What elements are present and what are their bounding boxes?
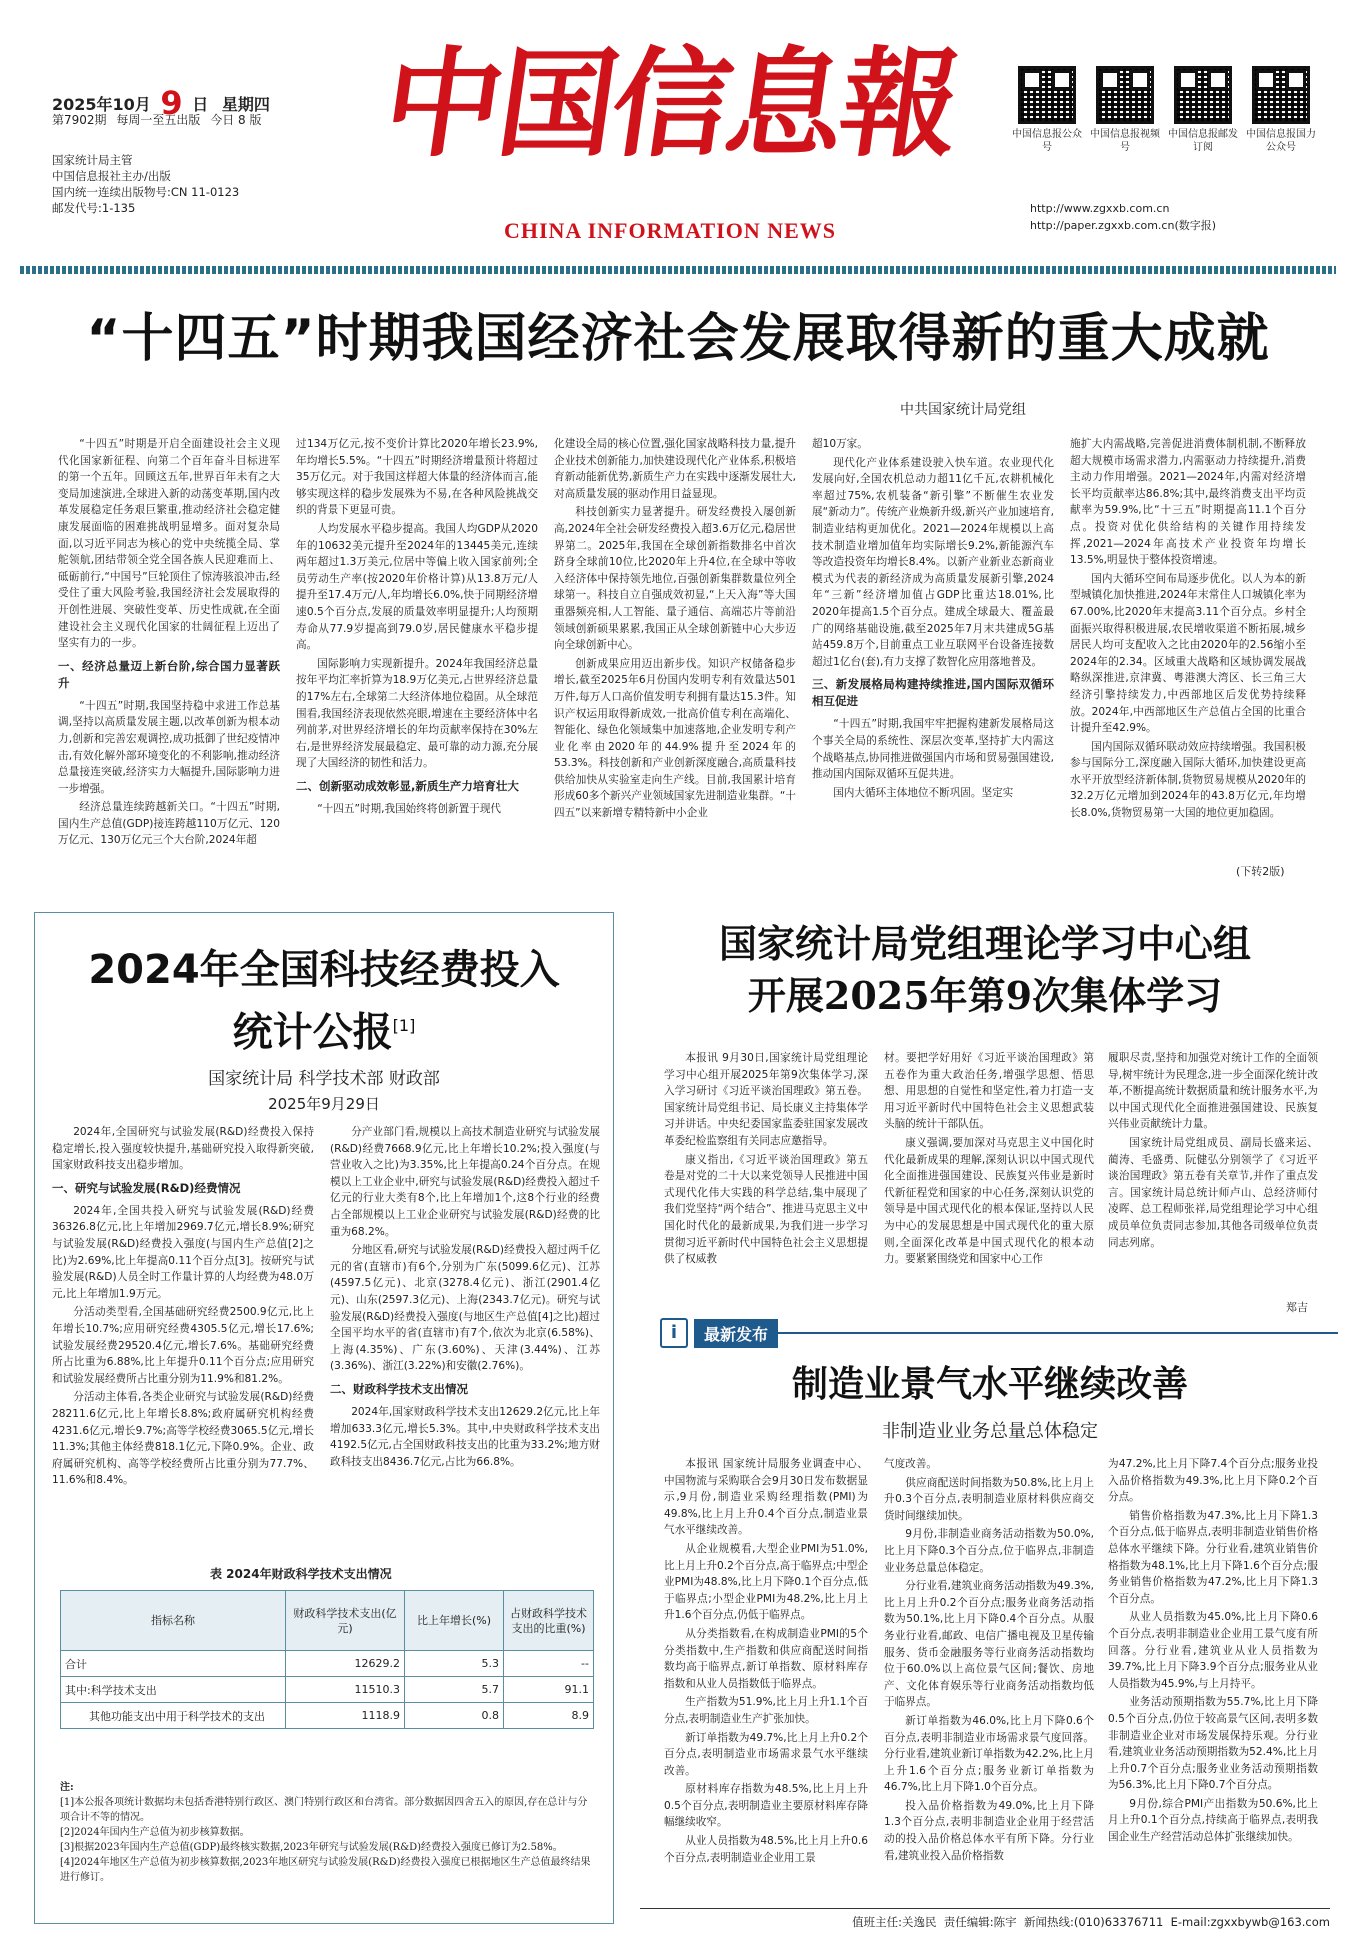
mfg-column-3 bbox=[1108, 1456, 1318, 1898]
paragraph: 2024年,国家财政科学技术支出12629.2亿元,比上年增加633.3亿元,增长5.3%。其中,中央财政科学技术支出4192.5亿元,占全国财政科技支出的比重为33.2%;地方财政科技支出8436.7亿元,占比为66.8%。 bbox=[330, 1405, 600, 1468]
section-heading: 一、经济总量迈上新台阶,综合国力显著跃升 bbox=[58, 658, 280, 690]
paragraph: 从企业规模看,大型企业PMI为51.0%,比上月上升0.2个百分点,高于临界点;中型企业PMI为48.8%,比上月下降0.1个百分点,低于临界点;小型企业PMI为48.2%,比上月上升1.6个百分点,仍低于临界点。 bbox=[664, 1542, 868, 1622]
paragraph: 9月份,非制造业商务活动指数为50.0%,比上月下降0.3个百分点,位于临界点,非制造业业务总量总体稳定。 bbox=[884, 1528, 1094, 1574]
paragraph: 2024年,全国研究与试验发展(R&D)经费投入保持稳定增长,投入强度较快提升,基础研究投入取得新突破,国家财政科技支出稳步增加。 bbox=[52, 1126, 314, 1172]
study-headline bbox=[640, 918, 1330, 1022]
weekday: 星期四 bbox=[221, 95, 270, 114]
study-headline-line-2: 开展2025年第9次集体学习 bbox=[747, 973, 1223, 1018]
paragraph: 本报讯 国家统计局服务业调查中心、中国物流与采购联合会9月30日发布数据显示,9月份,制造业采购经理指数(PMI)为49.8%,比上月上升0.4个百分点,制造业景气水平继续改善。 bbox=[664, 1458, 868, 1537]
mfg-column-2 bbox=[884, 1456, 1094, 1898]
qr-label: 中国信息报邮发订阅 bbox=[1168, 129, 1238, 153]
table-cell: -- bbox=[504, 1651, 594, 1677]
paragraph: 康义指出,《习近平谈治国理政》第五卷是对党的二十大以来党领导人民推进中国式现代化伟大实践的科学总结,集中展现了我们党坚持“两个结合”、推进马克思主义中国化时代化的最新成果,为我们进一步学习贯彻习近平新时代中国特色社会主义思想提供了权威教 bbox=[664, 1153, 868, 1266]
science-issuers: 国家统计局 科学技术部 财政部 bbox=[208, 1069, 440, 1089]
table-cell: 其他功能支出中用于科学技术的支出 bbox=[61, 1703, 286, 1729]
paragraph: 9月份,综合PMI产出指数为50.6%,比上月上升0.1个百分点,持续高于临界点,表明我国企业生产经营活动总体扩张继续加快。 bbox=[1108, 1797, 1318, 1844]
paragraph: 新订单指数为49.7%,比上月上升0.2个百分点,表明制造业市场需求景气水平继续改善。 bbox=[664, 1731, 868, 1777]
qr-item[interactable] bbox=[1012, 66, 1082, 154]
table-header-row bbox=[61, 1591, 594, 1651]
table-cell: 11510.3 bbox=[286, 1677, 405, 1703]
qr-group bbox=[1012, 66, 1322, 186]
website-url[interactable]: http://www.zgxxb.com.cn bbox=[1030, 202, 1170, 215]
qr-code-icon bbox=[1174, 66, 1232, 124]
paragraph: 气度改善。 bbox=[884, 1458, 937, 1470]
paragraph: 过134万亿元,按不变价计算比2020年增长23.9%,年均增长5.5%。“十四五”时期经济增量预计将超过35万亿元。对于我国这样超大体量的经济体而言,能够实现这样的稳步发展殊为不易,在各种风险挑战交织的背景下更显可贵。 bbox=[296, 438, 538, 517]
paragraph: 国家统计局党组成员、副局长盛来运、蔺涛、毛盛勇、阮健弘分别领学了《习近平谈治国理政》第五卷有关章节,并作了重点发言。国家统计局总统计师卢山、总经济师付凌晖、总工程师张祥,局党组理论学习中心组成员单位负责同志参加,其他各司级单位负责同志列席。 bbox=[1108, 1136, 1318, 1249]
science-headline-line-1: 2024年全国科技经费投入 bbox=[88, 947, 560, 993]
paragraph: 材。要把学好用好《习近平谈治国理政》第五卷作为重大政治任务,增强学思想、悟思想、用思想的自觉性和坚定性,着力打造一支用习近平新时代中国特色社会主义思想武装头脑的统计干部队伍。 bbox=[884, 1052, 1094, 1131]
paragraph: 投入品价格指数为49.0%,比上月下降1.3个百分点,表明非制造业企业用于经营活动的投入品价格总体水平有所下降。分行业看,建筑业投入品价格指数 bbox=[884, 1799, 1094, 1862]
paragraph: 分产业部门看,规模以上高技术制造业研究与试验发展(R&D)经费7668.9亿元,比上年增长10.2%;投入强度(与营业收入之比)为3.35%,比上年提高0.24个百分点。在规模以上工业企业中,研究与试验发展(R&D)经费投入超过千亿元的行业大类有8个,比上年增加1个,这8个行业的经费占全部规模以上工业企业研究与试验发展(R&D)经费的比重为68.2%。 bbox=[330, 1126, 600, 1238]
paragraph: 国内大循环空间布局逐步优化。以人为本的新型城镇化加快推进,2024年末常住人口城镇化率为67.00%,比2020年末提高3.11个百分点。乡村全面振兴取得积极进展,农民增收渠道不断拓展,城乡居民人均可支配收入之比由2020年的2.56缩小至2024年的2.34。区域重大战略和区域协调发展战略纵深推进,京津冀、粤港澳大湾区、长三角三大经济引擎持续发力,中西部地区后发优势持续释放。2024年,中西部地区生产总值占全国的比重合计提升至42.9%。 bbox=[1070, 572, 1306, 735]
science-date: 2025年9月29日 bbox=[268, 1095, 380, 1113]
paragraph: 2024年,全国共投入研究与试验发展(R&D)经费36326.8亿元,比上年增加2969.7亿元,增长8.9%;研究与试验发展(R&D)经费投入强度(与国内生产总值[2]之比)为2.69%,比上年提高0.11个百分点[3]。按研究与试验发展(R&D)人员全时工作量计算的人均经费为48.0万元,比上年增加1.9万元。 bbox=[52, 1204, 314, 1300]
day-char: 日 bbox=[192, 95, 209, 114]
paragraph: 康义强调,要加深对马克思主义中国化时代化最新成果的理解,深刻认识以中国式现代化全面推进强国建设、民族复兴伟业是新时代新征程党和国家的中心任务,深刻认识党的领导是中国式现代化的根本保证,坚持以人民为中心的发展思想是中国式现代化的重大原则,全面深化改革是中国式现代化的根本动力。要紧紧围绕党和国家中心工作 bbox=[884, 1136, 1094, 1266]
website-links bbox=[1030, 200, 1216, 234]
lead-byline: 中共国家统计局党组 bbox=[900, 402, 1026, 418]
paragraph: 生产指数为51.9%,比上月上升1.1个百分点,表明制造业生产扩张加快。 bbox=[664, 1696, 868, 1725]
issue-number: 第7902期 bbox=[52, 113, 107, 127]
paragraph: 分行业看,建筑业商务活动指数为49.3%,比上月上升0.2个百分点;服务业商务活动指数为50.1%,比上月下降0.4个百分点。从服务业行业看,邮政、电信广播电视及卫星传输服务、货币金融服务等行业商务活动指数均位于60.0%以上高位景气区间;餐饮、房地产、文化体育娱乐等行业商务活动指数均低于临界点。 bbox=[884, 1580, 1094, 1709]
science-column-2 bbox=[330, 1124, 600, 1528]
qr-code-icon bbox=[1096, 66, 1154, 124]
paragraph: 业务活动预期指数为55.7%,比上月下降0.5个百分点,仍位于较高景气区间,表明多数非制造业企业对市场发展保持乐观。分行业看,建筑业业务活动预期指数为52.4%,比上月上升0.7个百分点;服务业业务活动预期指数为56.3%,比上月下降0.7个百分点。 bbox=[1108, 1696, 1318, 1792]
paragraph: 本报讯 9月30日,国家统计局党组理论学习中心组开展2025年第9次集体学习,深入学习研讨《习近平谈治国理政》第五卷。国家统计局党组书记、局长康义主持集体学习并讲话。中央纪委国家监委驻国家发展改革委纪检监察组有关同志应邀指导。 bbox=[664, 1052, 868, 1147]
paragraph: 履职尽责,坚持和加强党对统计工作的全面领导,树牢统计为民理念,进一步全面深化统计改革,不断提高统计数据质量和统计服务水平,为以中国式现代化全面推进强国建设、民族复兴伟业贡献统计力量。 bbox=[1108, 1052, 1318, 1131]
newspaper-title-en: CHINA INFORMATION NEWS bbox=[503, 218, 837, 243]
paragraph: 人均发展水平稳步提高。我国人均GDP从2020年的10632美元提升至2024年的13445美元,连续两年超过1.3万美元,位居中等偏上收入国家前列;全员劳动生产率(按2020年价格计算)从13.8万元/人提升至17.4万元/人,年均增长6.0%,快于同期经济增速0.5个百分点,发展的质量效率明显提升;人均预期寿命从77.9岁提高到79.0岁,居民健康水平稳步提高。 bbox=[296, 522, 538, 652]
note-item: [4]2024年地区生产总值为初步核算数据,2023年地区研究与试验发展(R&D)经费投入强度已根据地区生产总值最终结果进行修订。 bbox=[60, 1857, 591, 1883]
science-headline-line-2 bbox=[40, 998, 608, 1060]
section-heading: 二、财政科学技术支出情况 bbox=[330, 1381, 468, 1396]
digital-edition-url[interactable]: http://paper.zgxxb.com.cn(数字报) bbox=[1030, 219, 1217, 232]
paragraph: 供应商配送时间指数为50.8%,比上月上升0.3个百分点,表明制造业原材料供应商交货时间继续加快。 bbox=[884, 1476, 1094, 1522]
qr-code-icon bbox=[1252, 66, 1310, 124]
badge-label: 最新发布 bbox=[694, 1319, 778, 1348]
newspaper-title: 中国信息報 bbox=[375, 34, 965, 173]
publisher-line: 国内统一连续出版物号:CN 11-0123 bbox=[52, 185, 240, 199]
qr-label: 中国信息报公众号 bbox=[1012, 129, 1082, 153]
finance-table bbox=[60, 1590, 594, 1729]
table-cell: 5.7 bbox=[405, 1677, 504, 1703]
table-cell: 5.3 bbox=[405, 1651, 504, 1677]
info-icon: i bbox=[660, 1318, 688, 1348]
paragraph: 国内大循环主体地位不断巩固。坚定实 bbox=[833, 786, 1014, 799]
lead-column-3 bbox=[554, 436, 796, 882]
notes-title: 注: bbox=[60, 1782, 74, 1793]
masthead bbox=[0, 0, 1356, 280]
lead-column-4 bbox=[812, 436, 1054, 882]
table-row bbox=[61, 1651, 594, 1677]
mfg-headline: 制造业景气水平继续改善 bbox=[791, 1363, 1188, 1405]
note-item: [3]根据2023年国内生产总值(GDP)最终核实数据,2023年研究与试验发展(R&D)经费投入强度已修订为2.58%。 bbox=[60, 1842, 563, 1853]
publisher-info bbox=[52, 152, 239, 216]
paragraph: 现代化产业体系建设驶入快车道。农业现代化发展向好,全国农机总动力超11亿千瓦,农耕机械化率超过75%,农机装备“新引擎”不断催生农业发展“新动力”。传统产业焕新升级,新兴产业加速培育,制造业结构更加优化。2021—2024年规模以上高技术制造业增加值年均实际增长9.2%,新能源汽车等改造投资年均增长8.4%。以新产业新业态新商业模式为代表的新经济成为高质量发展新引擎,2024年“三新”经济增加值占GDP比重达18.01%,比2020年提高1.5个百分点。建成全球最大、覆盖最广的网络基础设施,截至2025年7月末共建成5G基站459.8万个,目前重点工业互联网平台设备连接数超过1亿台(套),有力支撑了数智化应用落地普及。 bbox=[812, 456, 1054, 668]
table-row bbox=[61, 1703, 594, 1729]
paragraph: 创新成果应用迈出新步伐。知识产权储备稳步增长,截至2025年6月份国内发明专利有效量达501万件,每万人口高价值发明专利拥有量达15.3件。知识产权运用取得新成效,一批高价值专利在高端化、智能化、绿色化领域集中加速落地,企业发明专利产业化率由2020年的44.9%提升至2024年的53.3%。科技创新和产业创新深度融合,高质量科技供给加快从实验室走向生产线。目前,我国累计培育形成60多个新兴产业领域国家先进制造业集群。“十四五”以来新增专精特新中小企业 bbox=[554, 657, 796, 820]
footer-rule bbox=[640, 1908, 1330, 1909]
paragraph: 新订单指数为46.0%,比上月下降0.6个百分点,表明非制造业市场需求景气度回落。分行业看,建筑业新订单指数为42.2%,比上月上升1.6个百分点;服务业新订单指数为46.7%,比上月下降1.0个百分点。 bbox=[884, 1714, 1094, 1794]
paragraph: 从业人员指数为48.5%,比上月上升0.6个百分点,表明制造业企业用工景 bbox=[664, 1835, 868, 1864]
section-heading: 三、新发展格局构建持续推进,国内国际双循环相互促进 bbox=[812, 677, 1054, 709]
date-text: 2025年10月 bbox=[52, 95, 151, 114]
table-cell: 其中:科学技术支出 bbox=[61, 1677, 286, 1703]
study-column-3 bbox=[1108, 1050, 1318, 1298]
note-item: [2]2024年国内生产总值为初步核算数据。 bbox=[60, 1827, 250, 1838]
paragraph: 科技创新实力显著提升。研发经费投入屡创新高,2024年全社会研发经费投入超3.6万亿元,稳居世界第二。2025年,我国在全球创新指数排名中首次跻身全球前10位,比2020年上升4位,在全球中等收入经济体中保持领先地位,百强创新集群数量位列全球第一。科技自立自强成效初显,“上天入海”等大国重器频亮相,人工智能、量子通信、高端芯片等前沿领域创新硕果累累,我国正从全球创新链中心大步迈向全球创新中心。 bbox=[554, 506, 796, 652]
paragraph: 施扩大内需战略,完善促进消费体制机制,不断释放超大规模市场需求潜力,内需驱动力持续提升,消费主动力作用增强。2021—2024年,内需对经济增长平均贡献率达86.8%;其中,最终消费支出平均贡献率为59.9%,比“十三五”时期提高11.1个百分点。投资对优化供给结构的关键作用持续发挥,2021—2024年高技术产业投资年均增长13.5%,明显快于整体投资增速。 bbox=[1070, 438, 1306, 567]
science-headline bbox=[40, 942, 608, 1060]
table-cell: 12629.2 bbox=[286, 1651, 405, 1677]
paragraph: 为47.2%,比上月下降7.4个百分点;服务业投入品价格指数为49.3%,比上月下降0.2个百分点。 bbox=[1108, 1458, 1318, 1504]
mfg-column-1 bbox=[664, 1456, 868, 1898]
publisher-line: 邮发代号:1-135 bbox=[52, 201, 136, 215]
masthead-rule bbox=[20, 266, 1336, 274]
table-title: 表 2024年财政科学技术支出情况 bbox=[210, 1567, 392, 1581]
lead-headline: “十四五”时期我国经济社会发展取得新的重大成就 bbox=[86, 309, 1270, 369]
continued-marker[interactable]: (下转2版) bbox=[1236, 865, 1285, 878]
paragraph: 国内国际双循环联动效应持续增强。我国积极参与国际分工,深度融入国际大循环,加快建设更高水平开放型经济新体制,货物贸易规模从2020年的32.2万亿元增加到2024年的43.8万亿元,年均增长8.0%,货物贸易第一大国的地位更加稳固。 bbox=[1070, 740, 1306, 820]
paragraph: 化建设全局的核心位置,强化国家战略科技力量,提升企业技术创新能力,加快建设现代化产业体系,积极培育新动能新优势,新质生产力在实践中逐渐发展壮大,对高质量发展的驱动作用日益显现。 bbox=[554, 438, 796, 500]
lead-column-5 bbox=[1070, 436, 1306, 866]
paragraph: 经济总量连续跨越新关口。“十四五”时期,国内生产总值(GDP)接连跨越110万亿元、120万亿元、130万亿元三个大台阶,2024年超 bbox=[58, 801, 280, 847]
frequency: 每周一至五出版 bbox=[116, 113, 201, 127]
day-number: 9 bbox=[160, 84, 183, 122]
table-row bbox=[61, 1677, 594, 1703]
table-cell: 91.1 bbox=[504, 1677, 594, 1703]
table-cell: 8.9 bbox=[504, 1703, 594, 1729]
paragraph: “十四五”时期,我国牢牢把握构建新发展格局这个事关全局的系统性、深层次变革,坚持扩大内需这个战略基点,协同推进做强国内市场和贸易强国建设,推动国内国际双循环互促共进。 bbox=[812, 718, 1054, 781]
study-headline-line-1: 国家统计局党组理论学习中心组 bbox=[718, 921, 1251, 966]
paragraph: 原材料库存指数为48.5%,比上月上升0.5个百分点,表明制造业主要原材料库存降幅继续收窄。 bbox=[664, 1783, 868, 1829]
study-column-1 bbox=[664, 1050, 868, 1320]
paragraph: 超10万家。 bbox=[812, 438, 868, 450]
science-notes bbox=[60, 1780, 594, 1885]
page-count: 今日 8 版 bbox=[210, 113, 262, 127]
publisher-line: 国家统计局主管 bbox=[52, 153, 133, 167]
mfg-subhead: 非制造业业务总量总体稳定 bbox=[882, 1421, 1098, 1442]
footnote-mark[interactable]: [1] bbox=[392, 1016, 416, 1035]
paragraph: “十四五”时期,我国始终将创新置于现代 bbox=[317, 802, 502, 815]
paragraph: 分活动类型看,全国基础研究经费2500.9亿元,比上年增长10.7%;应用研究经费4305.5亿元,增长17.6%;试验发展经费29520.4亿元,增长7.6%。基础研究经费所占比重为6.88%,比上年提升0.11个百分点;应用研究和试验发展经费所占比重分别为11.9%和81.2%。 bbox=[52, 1306, 314, 1385]
latest-release-badge bbox=[660, 1318, 1338, 1348]
footer-credits: 值班主任:关逸民 责任编辑:陈宇 新闻热线:(010)63376711 E-mail:zgxxbywb@163.com bbox=[852, 1915, 1330, 1929]
paragraph: 从分类指数看,在构成制造业PMI的5个分类指数中,生产指数和供应商配送时间指数均高于临界点,新订单指数、原材料库存指数和从业人员指数低于临界点。 bbox=[664, 1627, 868, 1690]
qr-item[interactable] bbox=[1090, 66, 1160, 154]
table-header: 比上年增长(%) bbox=[405, 1591, 504, 1651]
section-heading: 二、创新驱动成效彰显,新质生产力培育壮大 bbox=[296, 778, 519, 793]
issue-line bbox=[52, 112, 261, 128]
table-header: 指标名称 bbox=[61, 1591, 286, 1651]
table-cell: 1118.9 bbox=[286, 1703, 405, 1729]
table-cell: 合计 bbox=[61, 1651, 286, 1677]
qr-item[interactable] bbox=[1246, 66, 1316, 154]
paragraph: “十四五”时期是开启全面建设社会主义现代化国家新征程、向第二个百年奋斗目标进军的第一个五年。回顾这五年,世界百年未有之大变局加速演进,全球进入新的动荡变革期,国内改革发展稳定任务艰巨繁重,推动经济社会稳定健康发展面临的困难挑战明显增多。面对复杂局面,以习近平同志为核心的党中央统揽全局、掌舵领航,团结带领全党全国各族人民迎难而上、砥砺前行,“中国号”巨轮顶住了惊涛骇浪冲击,经受住了重大风险考验,我国经济社会发展取得的开创性进展、突破性变革、历史性成就,在全面建设社会主义现代化国家的壮阔征程上迈出了坚实有力的一步。 bbox=[58, 438, 280, 650]
table-cell: 0.8 bbox=[405, 1703, 504, 1729]
paragraph: 从业人员指数为45.0%,比上月下降0.6个百分点,表明非制造业企业用工景气度有所回落。分行业看,建筑业从业人员指数为39.7%,比上月下降3.9个百分点;服务业从业人员指数为45.9%,与上月持平。 bbox=[1108, 1611, 1318, 1690]
paragraph: “十四五”时期,我国坚持稳中求进工作总基调,坚持以高质量发展主题,以改革创新为根本动力,创新和完善宏观调控,成功抵御了世纪疫情冲击,有效化解外部环境变化的不利影响,推动经济总量接连突破,经济实力大幅提升,国际影响力进一步增强。 bbox=[58, 699, 280, 795]
table-header: 占财政科学技术支出的比重(%) bbox=[504, 1591, 594, 1651]
publisher-line: 中国信息报社主办/出版 bbox=[52, 169, 171, 183]
section-heading: 一、研究与试验发展(R&D)经费情况 bbox=[52, 1180, 241, 1195]
paragraph: 销售价格指数为47.3%,比上月下降1.3个百分点,低于临界点,表明非制造业销售价格总体水平继续下降。分行业看,建筑业销售价格指数为48.1%,比上月下降1.6个百分点;服务业销售价格指数为47.2%,比上月下降1.3个百分点。 bbox=[1108, 1509, 1318, 1605]
science-headline-text: 统计公报 bbox=[232, 1009, 393, 1056]
qr-item[interactable] bbox=[1168, 66, 1238, 154]
science-column-1 bbox=[52, 1124, 314, 1528]
qr-code-icon bbox=[1018, 66, 1076, 124]
paragraph: 分地区看,研究与试验发展(R&D)经费投入超过两千亿元的省(直辖市)有6个,分别为广东(5099.6亿元)、江苏(4597.5亿元)、北京(3278.4亿元)、浙江(2901.4亿元)、山东(2597.3亿元)、上海(2343.7亿元)。研究与试验发展(R&D)经费投入强度(与地区生产总值[4]之比)超过全国平均水平的省(直辖市)有7个,依次为北京(6.58%)、上海(4.35%)、广东(3.60%)、天津(3.44%)、江苏(3.36%)、浙江(3.22%)和安徽(2.76%)。 bbox=[330, 1244, 600, 1373]
paragraph: 国际影响力实现新提升。2024年我国经济总量按年平均汇率折算为18.9万亿美元,占世界经济总量的17%左右,全球第二大经济体地位稳固。从全球范围看,我国经济表现依然亮眼,增速在主要经济体中名列前茅,对世界经济增长的年均贡献率保持在30%左右,是世界经济发展最稳定、最可靠的动力源,充分展现了大国经济的韧性和活力。 bbox=[296, 657, 538, 770]
note-item: [1]本公报各项统计数据均未包括香港特别行政区、澳门特别行政区和台湾省。部分数据因四舍五入的原因,存在总计与分项合计不等的情况。 bbox=[60, 1797, 588, 1823]
paragraph: 分活动主体看,各类企业研究与试验发展(R&D)经费28211.6亿元,比上年增长8.8%;政府属研究机构经费4231.6亿元,增长9.7%;高等学校经费3065.5亿元,增长11.3%;其他主体经费818.1亿元,下降0.9%。企业、政府属研究机构、高等学校经费所占比重分别为77.7%、11.6%和8.4%。 bbox=[52, 1391, 314, 1487]
badge-rule bbox=[778, 1332, 1338, 1334]
qr-label: 中国信息报国力公众号 bbox=[1246, 129, 1316, 153]
lead-column-2 bbox=[296, 436, 538, 882]
study-column-2 bbox=[884, 1050, 1094, 1320]
study-signoff: 郑吉 bbox=[1286, 1301, 1308, 1314]
lead-column-1 bbox=[58, 436, 280, 882]
table-header: 财政科学技术支出(亿元) bbox=[286, 1591, 405, 1651]
qr-label: 中国信息报视频号 bbox=[1090, 129, 1160, 153]
